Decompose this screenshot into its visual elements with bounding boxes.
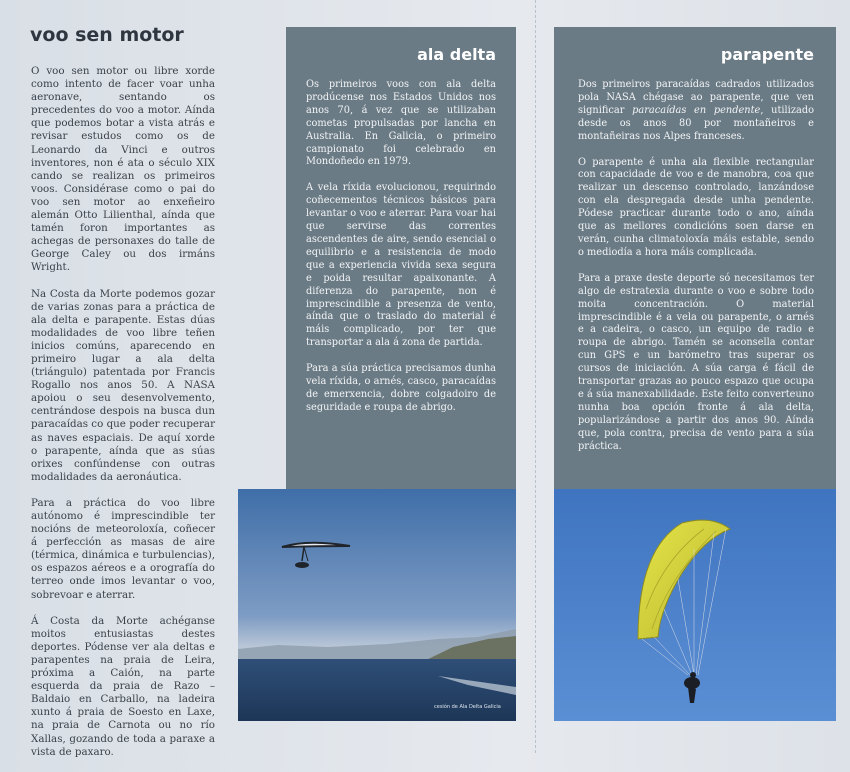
intro-column bbox=[31, 65, 215, 772]
parapente-paragraph: Para a praxe deste deporte só necesitamos ter algo de estratexia durante o voo e sobre todo moita concentración. O material imprescindible é a vela ou parapente, o arnés e a cadeira, o casco, un equipo de radio e roupa de abrigo. Tamén se aconsella contar cun GPS e un barómetro tras superar os cursos de iniciación. A súa carga é fácil de transportar grazas ao pouco espazo que ocupa e á súa manexabilidade. Este feito converteuno nunha boa opción fronte á ala delta, popularizándose a partir dos anos 90. Aínda que, pola contra, precisa de vento para a súa práctica. bbox=[578, 272, 814, 452]
ala-delta-heading: ala delta bbox=[417, 45, 496, 64]
intro-paragraph: Á Costa da Morte achéganse moitos entusiastas destes deportes. Pódense ver ala deltas e parapentes na praia de Leira, próxima a Caión, na parte esquerda da praia de Razo – Baldaio en Carballo, na ladeira xunto á praia de Soesto en Laxe, na praia de Carnota ou no río Xallas, gozando de toda a paraxe a vista de paxaro. bbox=[31, 614, 215, 758]
parapente-paragraph: O parapente é unha ala flexible rectangular con capacidade de voo e de manobra, coa que realizar un descenso controlado, lanzándose con ela despregada desde unha pendente. Pódese practicar durante todo o ano, aínda que as mellores condicións soen darse en verán, cunha climatoloxía máis estable, sendo o mediodía a hora máis complicada. bbox=[578, 156, 814, 258]
ala-delta-panel bbox=[286, 27, 516, 489]
ala-delta-paragraph: Os primeiros voos con ala delta prodúcense nos Estados Unidos nos anos 70, á vez que se utilizaban cometas propulsadas por lancha en Australia. En Galicia, o primeiro campionato foi celebrado en Mondoñedo en 1979. bbox=[306, 79, 496, 168]
ala-delta-body bbox=[306, 79, 496, 415]
ala-delta-paragraph: A vela ríxida evolucionou, requirindo coñecementos técnicos básicos para levantar o voo e aterrar. Para voar hai que servirse das correntes ascendentes de aire, sendo esencial o equilibrio e a resistencia de modo que a experiencia vivida sexa segura e poida resultar apaixonante. A diferenza do parapente, non é imprescindible a presenza de vento, aínda que o traslado do material é máis complicado, por ter que transportar a ala á zona de partida. bbox=[306, 182, 496, 349]
page-fold bbox=[535, 0, 536, 753]
parapente-heading: parapente bbox=[720, 45, 814, 64]
paraglider-illustration bbox=[554, 489, 836, 721]
paraglider-photo bbox=[554, 489, 836, 721]
hang-glider-illustration bbox=[238, 489, 516, 721]
parapente-body bbox=[578, 79, 814, 453]
parapente-paragraph-1: Dos primeiros paracaídas cadrados utilizados pola NASA chégase ao parapente, que ven significar paracaídas en pendente, utilizado desde os anos 80 por montañeiros e montañeiras nos Alpes franceses. bbox=[578, 79, 814, 142]
hang-glider-photo bbox=[238, 489, 516, 721]
page-title: voo sen motor bbox=[30, 24, 184, 46]
photo-credit: cesión de Ala Delta Galicia bbox=[434, 704, 501, 710]
intro-paragraph: Na Costa da Morte podemos gozar de varias zonas para a práctica de ala delta e parapente. Estas dúas modalidades de voo libre teñen inicios comúns, aparecendo en primeiro lugar a ala delta (triángulo) patentada por Francis Rogallo nos anos 50. A NASA apoiou o seu desenvolvemento, centrándose despois na busca dun paracaídas co que poder recuperar as naves espaciais. De aquí xorde o parapente, aínda que as súas orixes confúndense con outras modalidades da aeronáutica. bbox=[31, 287, 215, 483]
intro-paragraph: Para a práctica do voo libre autónomo é imprescindible ter nocións de meteoroloxía, coñecer á perfección as masas de aire (térmica, dinámica e turbulencias), os espazos aéreos e a orografía do terreo onde imos levantar o voo, sobrevoar e aterrar. bbox=[31, 496, 215, 601]
parapente-panel bbox=[554, 27, 836, 489]
intro-paragraph: O voo sen motor ou libre xorde como intento de facer voar unha aeronave, sentando os precedentes do voo a motor. Aínda que podemos botar a vista atrás e revisar estudos como os de Leonardo da Vinci e outros inventores, non é ata o século XIX cando se realizan os primeiros voos. Considérase como o pai do voo sen motor ao enxeñeiro alemán Otto Lilienthal, aínda que tamén foron importantes as achegas de personaxes do talle de George Caley ou dos irmáns Wright. bbox=[31, 65, 215, 274]
ala-delta-paragraph: Para a súa práctica precisamos dunha vela ríxida, o arnés, casco, paracaídas de emerxencia, dobre colgadoiro de seguridade e roupa de abrigo. bbox=[306, 363, 496, 413]
parapente-term: paracaídas en pendente bbox=[632, 104, 761, 116]
